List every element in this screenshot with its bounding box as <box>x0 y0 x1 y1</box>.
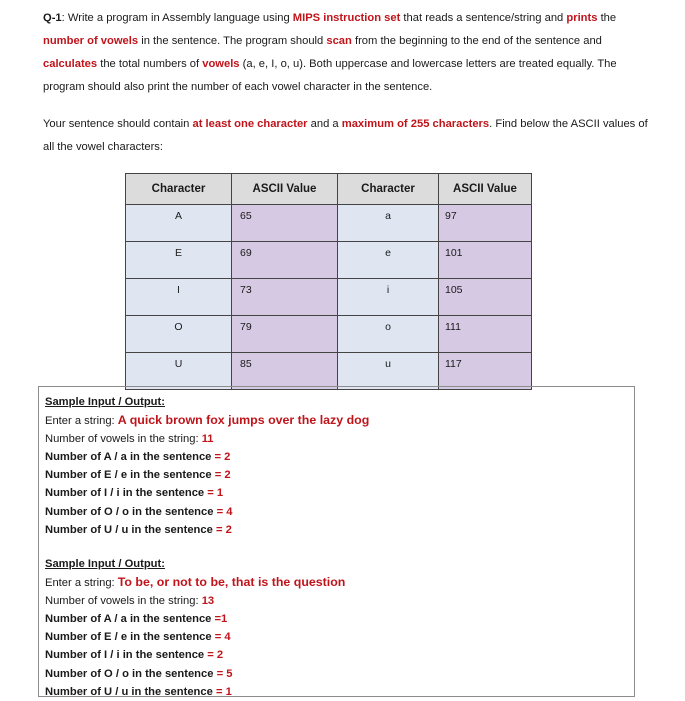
vowel-count-line <box>45 610 345 628</box>
ascii-table <box>125 173 532 390</box>
sample-input-line <box>45 411 369 429</box>
column-header: ASCII Value <box>232 174 338 205</box>
total-label: Number of vowels in the string: <box>45 594 202 607</box>
question-text: : Write a program in Assembly language using <box>61 12 293 24</box>
lowercase-char: u <box>338 353 439 390</box>
uppercase-ascii: 73 <box>232 279 338 316</box>
requirement-text: Your sentence should contain <box>43 118 193 130</box>
vowel-count-value: =1 <box>214 612 228 625</box>
vowel-count-label: Number of U / u in the sentence <box>45 524 216 537</box>
lowercase-ascii: 111 <box>439 316 532 353</box>
sample-total-line <box>45 592 345 610</box>
lowercase-char: a <box>338 205 439 242</box>
column-header: Character <box>126 174 232 205</box>
table-row <box>126 353 532 390</box>
vowel-count-label: Number of U / u in the sentence <box>45 686 216 699</box>
sample-input-string: A quick brown fox jumps over the lazy dog <box>117 413 370 428</box>
sample-input-line <box>45 573 345 591</box>
highlight-prints: prints <box>566 12 598 24</box>
question-text: the total numbers of <box>97 58 203 70</box>
vowel-count-line <box>45 665 345 683</box>
lowercase-char: o <box>338 316 439 353</box>
table-row <box>126 316 532 353</box>
prompt-label: Enter a string: <box>45 577 118 590</box>
vowel-count-line <box>45 646 345 664</box>
vowel-count-line <box>45 628 345 646</box>
uppercase-ascii: 69 <box>232 242 338 279</box>
vowel-count-label: Number of I / i in the sentence <box>45 649 208 662</box>
question-paragraph <box>43 7 649 99</box>
lowercase-ascii: 97 <box>439 205 532 242</box>
uppercase-ascii: 65 <box>232 205 338 242</box>
vowel-count-value: = 1 <box>207 487 224 500</box>
table-row <box>126 242 532 279</box>
vowel-count-value: = 1 <box>215 686 232 699</box>
vowel-count-value: = 5 <box>216 667 233 680</box>
sample-block-2 <box>45 555 345 701</box>
sample-heading: Sample Input / Output: <box>45 558 165 570</box>
vowel-count-value: = 4 <box>216 505 233 518</box>
uppercase-char: O <box>126 316 232 353</box>
highlight-vowels: vowels <box>202 58 240 70</box>
uppercase-ascii: 85 <box>232 353 338 390</box>
vowel-count-label: Number of O / o in the sentence <box>45 667 217 680</box>
vowel-count-value: = 2 <box>207 649 224 662</box>
vowel-count-value: = 4 <box>214 631 231 644</box>
vowel-count-label: Number of E / e in the sentence <box>45 469 215 482</box>
requirement-paragraph <box>43 113 649 159</box>
vowel-count-line <box>45 683 345 701</box>
table-row <box>126 205 532 242</box>
vowel-count-label: Number of I / i in the sentence <box>45 487 208 500</box>
total-vowel-count: 11 <box>201 432 214 445</box>
sample-total-line <box>45 430 369 448</box>
vowel-count-label: Number of A / a in the sentence <box>45 450 215 463</box>
vowel-count-line <box>45 466 369 484</box>
sample-heading: Sample Input / Output: <box>45 396 165 408</box>
vowel-count-line <box>45 521 369 539</box>
vowel-count-label: Number of A / a in the sentence <box>45 612 215 625</box>
sample-block-1 <box>45 393 369 539</box>
total-label: Number of vowels in the string: <box>45 432 202 445</box>
question-text: from the beginning to the end of the sentence and <box>351 35 602 47</box>
ascii-table-header <box>126 174 532 205</box>
uppercase-char: A <box>126 205 232 242</box>
lowercase-char: e <box>338 242 439 279</box>
highlight-min-length: at least one character <box>192 118 308 130</box>
question-label: Q-1 <box>43 12 62 24</box>
lowercase-ascii: 101 <box>439 242 532 279</box>
requirement-text: . Find below the ASCII values of all the vowel characters: <box>43 118 648 153</box>
vowel-count-line <box>45 484 369 502</box>
uppercase-ascii: 79 <box>232 316 338 353</box>
requirement-text: and a <box>307 118 342 130</box>
column-header: ASCII Value <box>439 174 532 205</box>
lowercase-ascii: 105 <box>439 279 532 316</box>
total-vowel-count: 13 <box>201 594 215 607</box>
vowel-count-line <box>45 503 369 521</box>
lowercase-ascii: 117 <box>439 353 532 390</box>
vowel-count-line <box>45 448 369 466</box>
vowel-count-value: = 2 <box>214 450 231 463</box>
uppercase-char: I <box>126 279 232 316</box>
vowel-count-value: = 2 <box>215 524 232 537</box>
question-text: (a, e, I, o, u). Both uppercase and lowercase letters are treated equally. The program should also print the number of each vowel character in the sentence. <box>43 58 617 93</box>
prompt-label: Enter a string: <box>45 415 118 428</box>
vowel-count-label: Number of O / o in the sentence <box>45 505 217 518</box>
uppercase-char: E <box>126 242 232 279</box>
highlight-scan: scan <box>326 35 352 47</box>
column-header: Character <box>338 174 439 205</box>
highlight-calculates: calculates <box>43 58 98 70</box>
table-row <box>126 279 532 316</box>
highlight-number-of-vowels: number of vowels <box>43 35 139 47</box>
lowercase-char: i <box>338 279 439 316</box>
vowel-count-value: = 2 <box>214 469 231 482</box>
highlight-mips: MIPS instruction set <box>292 12 401 24</box>
vowel-count-label: Number of E / e in the sentence <box>45 631 215 644</box>
question-text: in the sentence. The program should <box>138 35 327 47</box>
uppercase-char: U <box>126 353 232 390</box>
question-text: the <box>597 12 617 24</box>
question-text: that reads a sentence/string and <box>400 12 567 24</box>
sample-input-string: To be, or not to be, that is the question <box>117 575 346 590</box>
highlight-max-length: maximum of 255 characters <box>341 118 490 130</box>
sample-io-box <box>38 386 635 697</box>
